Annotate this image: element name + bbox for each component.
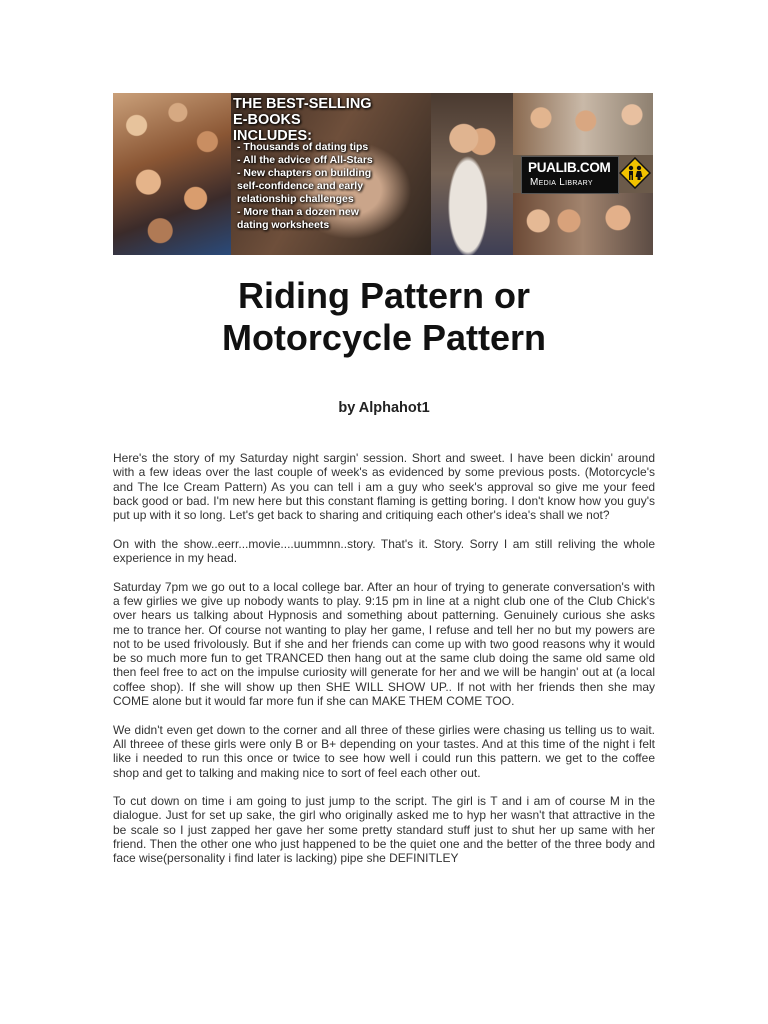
promo-bullet: self-confidence and early xyxy=(237,180,364,192)
promo-title xyxy=(233,96,373,144)
paragraph: Saturday 7pm we go out to a local college bar. After an hour of trying to generate conversation's with a few girlies we give up nobody wants to play. 9:15 pm in line at a night club one of the Club Chick's over hears us talking about Hypnosis and something about patterning. Genuinely curious she asks me to trance her. Of course not wanting to play her game, I refuse and tell her no but my powers are not to be used frivolously. But if she and her friends can come up with two good reasons why it would be so much more fun to get TRANCED then hang out at the same club doing the same old same old then feel free to act on the impulse curiosity will generate for her and we will be hangin' out at (a local coffee shop). If she will show up then SHE WILL SHOW UP.. If not with her friends then she may COME alone but it would far more fun if she can MAKE THEM COME TOO. xyxy=(113,579,655,709)
document-body xyxy=(113,451,655,880)
promo-bullet: relationship challenges xyxy=(237,193,354,205)
paragraph: We didn't even get down to the corner and all three of these girlies were chasing us telling us to wait. All threee of these girls were only B or B+ depending on your tastes. And at this time of the night i felt like i needed to run this once or twice to see how well i could run this pattern. we get to the coffee shop and get to talking and making nice to sort of feel each other out. xyxy=(113,722,655,780)
paragraph: On with the show..eerr...movie....uummnn..story. That's it. Story. Sorry I am still reliving the whole experience in my head. xyxy=(113,536,655,566)
promo-title-line1: THE BEST-SELLING xyxy=(233,96,372,112)
promo-bullet-list xyxy=(237,141,387,232)
logo-text: PUALIB.COM xyxy=(528,160,611,175)
promo-bullet: dating worksheets xyxy=(237,219,330,231)
couple-sign-icon xyxy=(619,157,651,189)
promo-panel xyxy=(231,93,431,255)
paragraph: To cut down on time i am going to just jump to the script. The girl is T and i am of course M in the dialogue. Just for set up sake, the girl who originally asked me to hyp her wasn't that attractive in the be scale so I just zapped her gave her some pretty standard stuff just to shut her up same with her friend. Then the other one who just happened to be the quiet one and the better of the three body and face wise(personality i find later is lacking) pipe she DEFINITLEY xyxy=(113,794,655,866)
promo-bullet: - All the advice off All-Stars xyxy=(237,154,373,166)
document-title xyxy=(0,275,768,359)
promo-bullet: - More than a dozen new xyxy=(237,206,359,218)
author-byline: by Alphahot1 xyxy=(338,400,430,416)
paragraph: Here's the story of my Saturday night sargin' session. Short and sweet. I have been dickin' around with a few ideas over the last couple of week's as evidenced by some previous posts. (Motorcycle's and The Ice Cream Pattern) As you can tell i am a guy who seek's approval so give me your feed back good or bad. I'm new here but this constant flaming is getting boring. I don't know how you guy's put up with it so long. Let's get back to sharing and critiquing each other's idea's shall we not? xyxy=(113,451,655,523)
promo-title-line2: E-BOOKS INCLUDES: xyxy=(233,112,312,144)
title-line-1: Riding Pattern or xyxy=(237,275,530,316)
couple-photo xyxy=(431,93,513,255)
title-line-2: Motorcycle Pattern xyxy=(221,317,547,358)
promo-banner xyxy=(113,93,653,255)
pualib-logo xyxy=(521,156,619,194)
promo-bullet: - Thousands of dating tips xyxy=(237,141,369,153)
crowd-photo xyxy=(113,93,231,255)
logo-subtitle: Media Library xyxy=(530,177,593,188)
group-photo-top xyxy=(513,93,653,155)
group-photo-bottom xyxy=(513,193,653,255)
promo-bullet: - New chapters on building xyxy=(237,167,372,179)
